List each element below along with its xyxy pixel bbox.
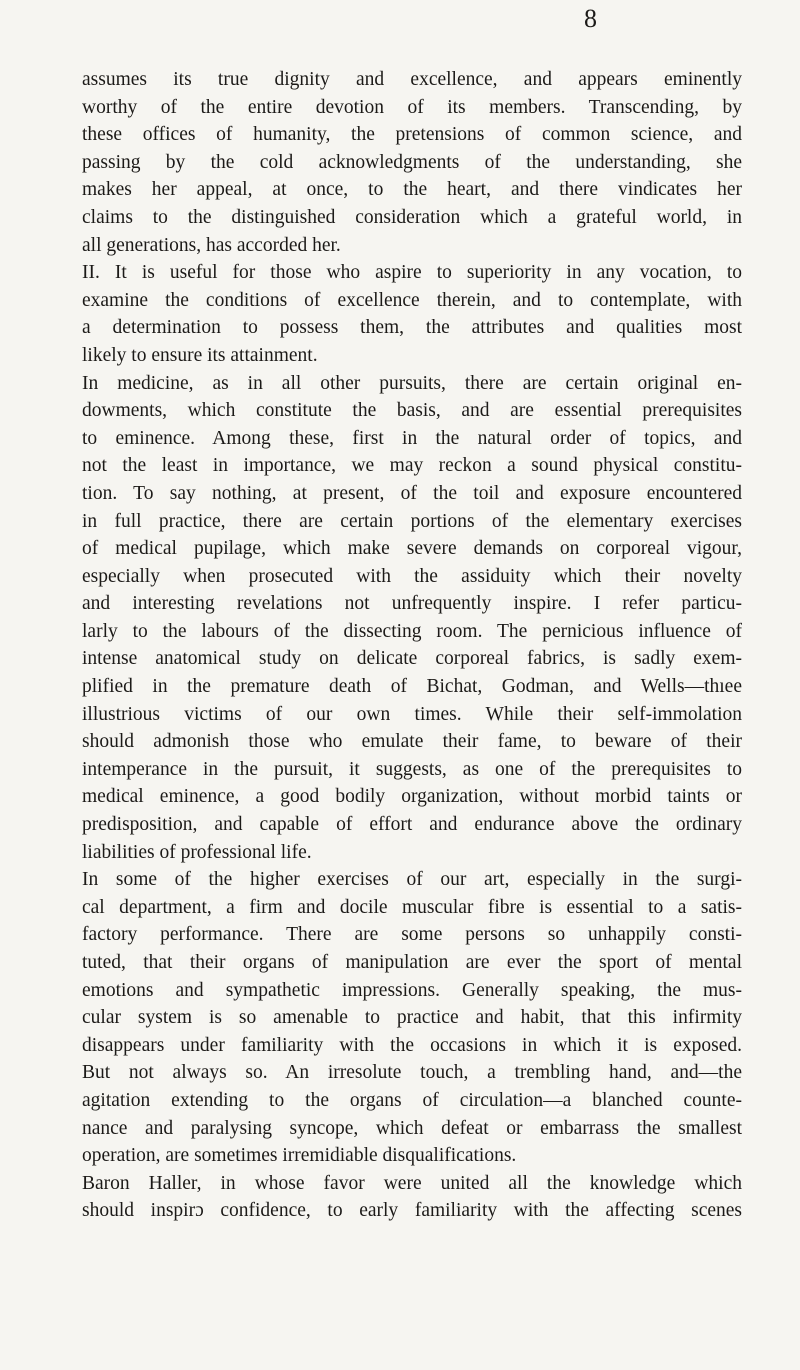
text-line: and interesting revelations not unfrequently inspire. I refer particu- [82, 593, 742, 615]
text-line: a determination to possess them, the attributes and qualities most [82, 317, 742, 339]
text-line: cular system is so amenable to practice and habit, that this infirmity [82, 1007, 742, 1029]
text-line: claims to the distinguished consideration which a grateful world, in [82, 206, 742, 228]
text-line: passing by the cold acknowledgments of the understanding, she [82, 151, 742, 173]
text-line: factory performance. There are some persons so unhappily consti- [82, 924, 742, 946]
text-line: intemperance in the pursuit, it suggests, as one of the prerequisites to [82, 758, 742, 780]
text-line: all generations, has accorded her. [82, 234, 341, 256]
text-line: should admonish those who emulate their fame, to beware of their [82, 731, 742, 753]
text-line: tuted, that their organs of manipulation are ever the sport of mental [82, 952, 742, 973]
text-line: But not always so. An irresolute touch, a trembling hand, and—the [82, 1062, 742, 1084]
text-line: cal department, a firm and docile muscular fibre is essential to a satis- [82, 896, 742, 918]
text-line: predisposition, and capable of effort and endurance above the ordinary [82, 814, 742, 836]
text-line: worthy of the entire devotion of its members. Transcending, by [82, 96, 742, 118]
page-number: 8 [584, 4, 597, 33]
text-line: in full practice, there are certain portions of the elementary exercises [82, 510, 742, 532]
text-line: assumes its true dignity and excellence, and appears eminently [82, 69, 742, 90]
text-line: of medical pupilage, which make severe demands on corporeal vigour, [82, 538, 742, 560]
text-line: especially when prosecuted with the assiduity which their novelty [82, 565, 742, 587]
text-line: medical eminence, a good bodily organization, without morbid taints or [82, 786, 742, 808]
text-line: dowments, which constitute the basis, and are essential prerequisites [82, 400, 742, 422]
text-line: agitation extending to the organs of circulation—a blanched counte- [82, 1089, 742, 1111]
text-line: likely to ensure its attainment. [82, 344, 318, 366]
text-line: In some of the higher exercises of our art, especially in the surgi- [82, 869, 742, 891]
text-line: makes her appeal, at once, to the heart, and there vindicates her [82, 179, 742, 201]
text-line: larly to the labours of the dissecting room. The pernicious influence of [82, 620, 742, 642]
text-line: these offices of humanity, the pretensions of common science, and [82, 124, 742, 146]
text-line: disappears under familiarity with the occasions in which it is exposed. [82, 1034, 742, 1056]
text-line: Baron Haller, in whose favor were united all the knowledge which [82, 1172, 742, 1194]
text-line: to eminence. Among these, first in the natural order of topics, and [82, 427, 742, 449]
text-line: examine the conditions of excellence therein, and to contemplate, with [82, 289, 742, 311]
text-line: plified in the premature death of Bichat, Godman, and Wells—thıee [82, 676, 742, 698]
text-line: liabilities of professional life. [82, 841, 312, 863]
text-line: intense anatomical study on delicate corporeal fabrics, is sadly exem- [82, 648, 742, 670]
text-line: emotions and sympathetic impressions. Generally speaking, the mus- [82, 979, 742, 1001]
text-line: tion. To say nothing, at present, of the toil and exposure encountered [82, 482, 742, 504]
text-line: In medicine, as in all other pursuits, there are certain original en- [82, 372, 742, 394]
text-line: II. It is useful for those who aspire to superiority in any vocation, to [82, 262, 742, 284]
text-line: illustrious victims of our own times. While their self-immolation [82, 703, 742, 725]
body-text [82, 66, 742, 1225]
text-line: nance and paralysing syncope, which defeat or embarrass the smallest [82, 1117, 742, 1139]
text-line: operation, are sometimes irremidiable disqualifications. [82, 1145, 517, 1167]
text-line: not the least in importance, we may reckon a sound physical constitu- [82, 455, 742, 477]
text-line: should inspirɔ confidence, to early familiarity with the affecting scenes [82, 1200, 742, 1222]
